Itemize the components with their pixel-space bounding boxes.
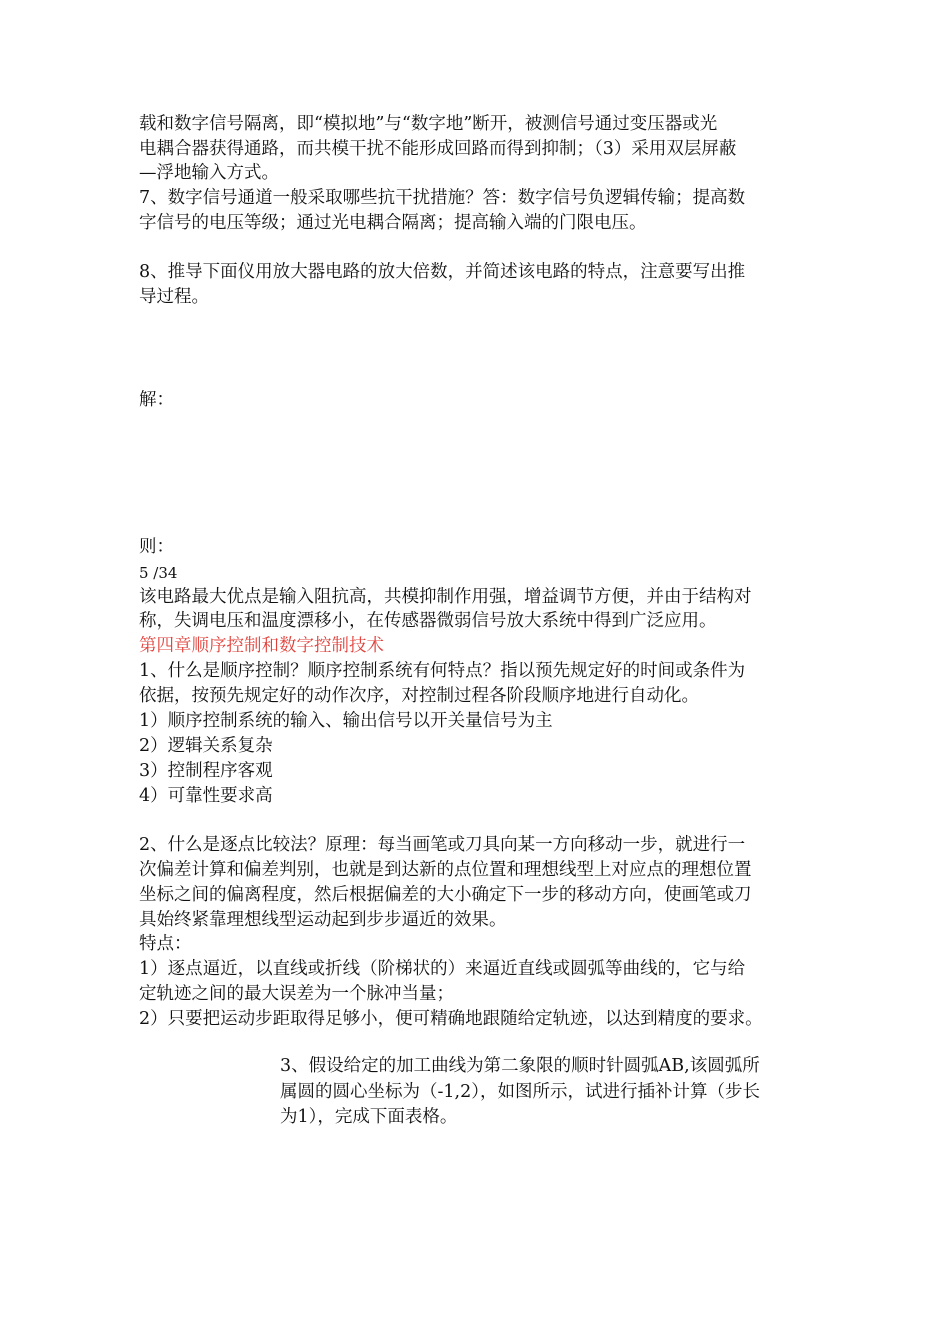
solution-label: 解： <box>139 390 174 410</box>
text-line: 坐标之间的偏离程度，然后根据偏差的大小确定下一步的移动方向，使画笔或刀 <box>139 885 752 905</box>
list-item: 2）只要把运动步距取得足够小，便可精确地跟随给定轨迹，以达到精度的要求。 <box>139 1009 763 1029</box>
features-label: 特点： <box>139 934 192 954</box>
text-line: 导过程。 <box>139 287 209 307</box>
text-line: 载和数字信号隔离，即“模拟地”与“数字地”断开，被测信号通过变压器或光 <box>139 114 718 134</box>
text-line: 属圆的圆心坐标为（-1,2），如图所示，试进行插补计算（步长 <box>280 1082 760 1102</box>
question-3: 3、假设给定的加工曲线为第二象限的顺时针圆弧AB,该圆弧所 <box>280 1056 760 1076</box>
list-item: 1）顺序控制系统的输入、输出信号以开关量信号为主 <box>139 711 553 731</box>
question-2: 2、什么是逐点比较法？原理：每当画笔或刀具向某一方向移动一步，就进行一 <box>139 835 746 855</box>
text-line: 该电路最大优点是输入阻抗高，共模抑制作用强，增益调节方便，并由于结构对 <box>139 587 752 607</box>
question-7: 7、数字信号通道一般采取哪些抗干扰措施？答：数字信号负逻辑传输；提高数 <box>139 188 746 208</box>
text-line: 次偏差计算和偏差判别，也就是到达新的点位置和理想线型上对应点的理想位置 <box>139 860 752 880</box>
text-line: 依据，按预先规定好的动作次序，对控制过程各阶段顺序地进行自动化。 <box>139 686 699 706</box>
text-line: 称，失调电压和温度漂移小，在传感器微弱信号放大系统中得到广泛应用。 <box>139 611 717 631</box>
then-label: 则： <box>139 537 174 557</box>
question-1: 1、什么是顺序控制？顺序控制系统有何特点？指以预先规定好的时间或条件为 <box>139 661 746 681</box>
text-line: —浮地输入方式。 <box>139 163 279 183</box>
list-item: 2）逻辑关系复杂 <box>139 736 273 756</box>
text-line: 具始终紧靠理想线型运动起到步步逼近的效果。 <box>139 910 507 930</box>
page-number: 5 /34 <box>139 564 178 582</box>
list-item: 4）可靠性要求高 <box>139 786 273 806</box>
list-item: 3）控制程序客观 <box>139 761 273 781</box>
text-line: 为1），完成下面表格。 <box>280 1107 458 1127</box>
text-line: 电耦合器获得通路，而共模干扰不能形成回路而得到抑制；（3）采用双层屏蔽 <box>139 139 737 159</box>
text-line: 字信号的电压等级；通过光电耦合隔离；提高输入端的门限电压。 <box>139 213 647 233</box>
chapter-heading: 第四章顺序控制和数字控制技术 <box>139 636 384 656</box>
text-line: 定轨迹之间的最大误差为一个脉冲当量； <box>139 984 454 1004</box>
list-item: 1）逐点逼近，以直线或折线（阶梯状的）来逼近直线或圆弧等曲线的，它与给 <box>139 959 746 979</box>
question-8: 8、推导下面仪用放大器电路的放大倍数，并简述该电路的特点，注意要写出推 <box>139 262 746 282</box>
